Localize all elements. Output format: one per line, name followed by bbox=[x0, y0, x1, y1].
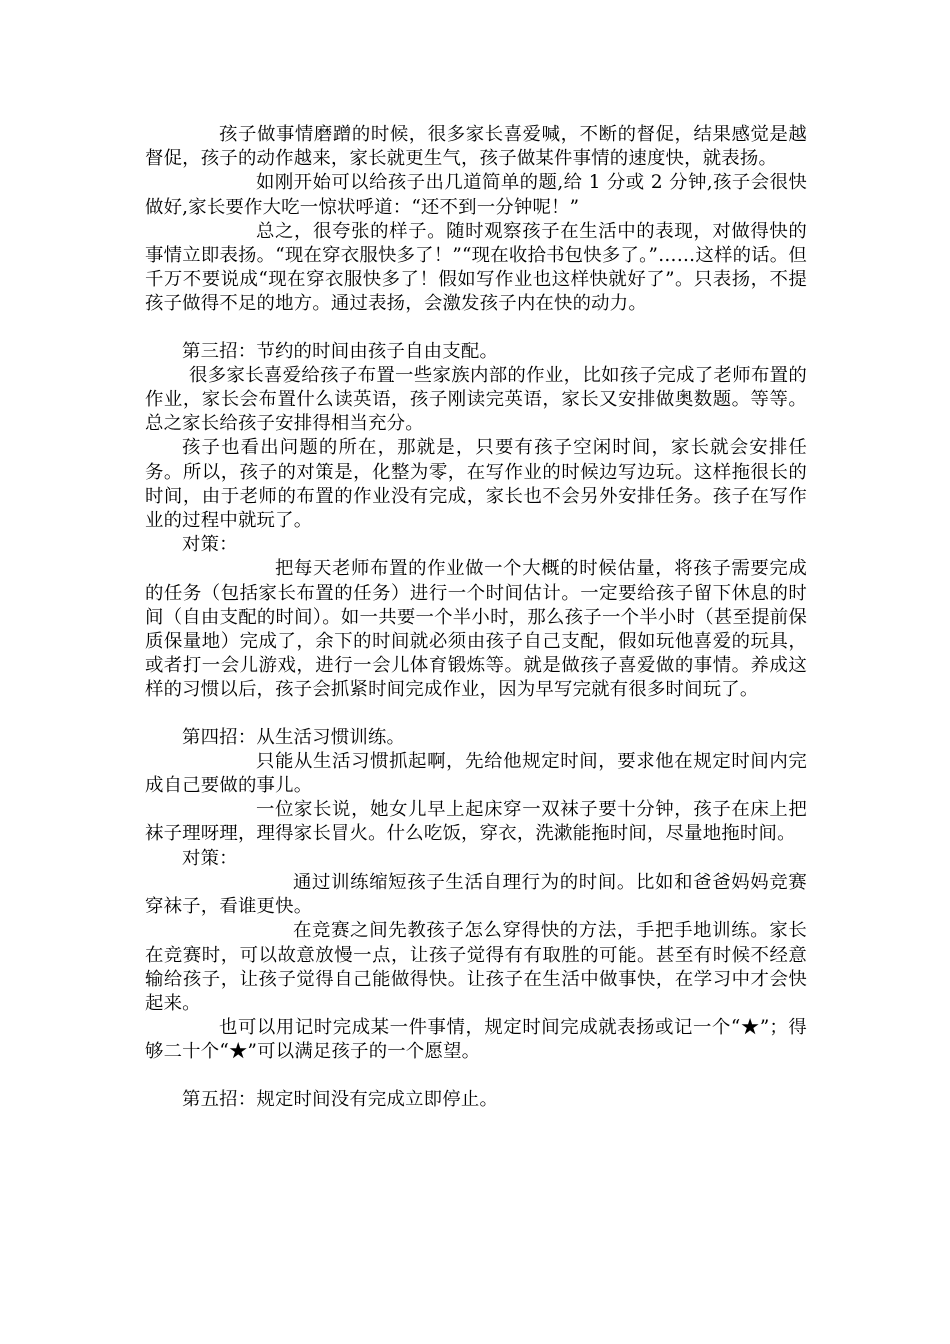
paragraph: 把每天老师布置的作业做一个大概的时候估量，将孩子需要完成的任务（包括家长布置的任务）进行一个时间估计。一定要给孩子留下休息的时间（自由支配的时间）。如一共要一个半小时，那么孩子一个半小时（甚至提前保质保量地）完成了，余下的时间就必须由孩子自己支配，假如玩他喜爱的玩具，或者打一会儿游戏，进行一会儿体育锻炼等。就是做孩子喜爱做的事情。养成这样的习惯以后，孩子会抓紧时间完成作业，因为早写完就有很多时间玩了。 bbox=[145, 558, 807, 701]
document-body bbox=[145, 123, 807, 1112]
paragraph-label: 对策： bbox=[182, 534, 238, 556]
paragraph: 在竞赛之间先教孩子怎么穿得快的方法，手把手地训练。家长在竞赛时，可以故意放慢一点，让孩子觉得有有取胜的可能。甚至有时候不经意输给孩子，让孩子觉得自己能做得快。让孩子在生活中做事快，在学习中才会快起来。 bbox=[145, 920, 807, 1014]
paragraph: 如刚开始可以给孩子出几道简单的题,给 1 分或 2 分钟,孩子会很快做好,家长要作大吃一惊状呼道：“还不到一分钟呢！” bbox=[145, 172, 807, 218]
section-heading: 第四招：从生活习惯训练。 bbox=[182, 726, 406, 748]
paragraph-label: 对策： bbox=[182, 847, 238, 869]
paragraph: 很多家长喜爱给孩子布置一些家族内部的作业，比如孩子完成了老师布置的作业，家长会布置什么读英语，孩子刚读完英语，家长又安排做奥数题。等等。总之家长给孩子安排得相当充分。 bbox=[145, 364, 807, 435]
section-heading: 第三招：节约的时间由孩子自由支配。 bbox=[182, 340, 499, 362]
paragraph-gap bbox=[145, 703, 807, 726]
section-heading: 第五招：规定时间没有完成立即停止。 bbox=[182, 1088, 499, 1110]
paragraph-gap bbox=[145, 1065, 807, 1088]
paragraph: 也可以用记时完成某一件事情，规定时间完成就表扬或记一个“★”；得够二十个“★”可以满足孩子的一个愿望。 bbox=[145, 1017, 807, 1063]
paragraph-gap bbox=[145, 317, 807, 340]
paragraph: 孩子做事情磨蹭的时候，很多家长喜爱喊，不断的督促，结果感觉是越督促，孩子的动作越来，家长就更生气，孩子做某件事情的速度快，就表扬。 bbox=[145, 124, 807, 170]
paragraph: 总之，很夸张的样子。随时观察孩子在生活中的表现，对做得快的事情立即表扬。“现在穿衣服快多了！”“现在收拾书包快多了。”……这样的话。但千万不要说成“现在穿衣服快多了！假如写作业也这样快就好了”。只表扬，不提孩子做得不足的地方。通过表扬，会激发孩子内在快的动力。 bbox=[145, 220, 807, 315]
paragraph: 通过训练缩短孩子生活自理行为的时间。比如和爸爸妈妈竞赛穿袜子，看谁更快。 bbox=[145, 871, 807, 918]
paragraph: 一位家长说，她女儿早上起床穿一双袜子要十分钟，孩子在床上把袜子理呀理，理得家长冒火。什么吃饭，穿衣，洗漱能拖时间，尽量地拖时间。 bbox=[145, 799, 807, 845]
paragraph: 孩子也看出问题的所在，那就是，只要有孩子空闲时间，家长就会安排任务。所以，孩子的对策是，化整为零，在写作业的时候边写边玩。这样拖很长的时间，由于老师的布置的作业没有完成，家长也不会另外安排任务。孩子在写作业的过程中就玩了。 bbox=[145, 437, 807, 532]
paragraph: 只能从生活习惯抓起啊，先给他规定时间，要求他在规定时间内完成自己要做的事儿。 bbox=[145, 750, 807, 797]
